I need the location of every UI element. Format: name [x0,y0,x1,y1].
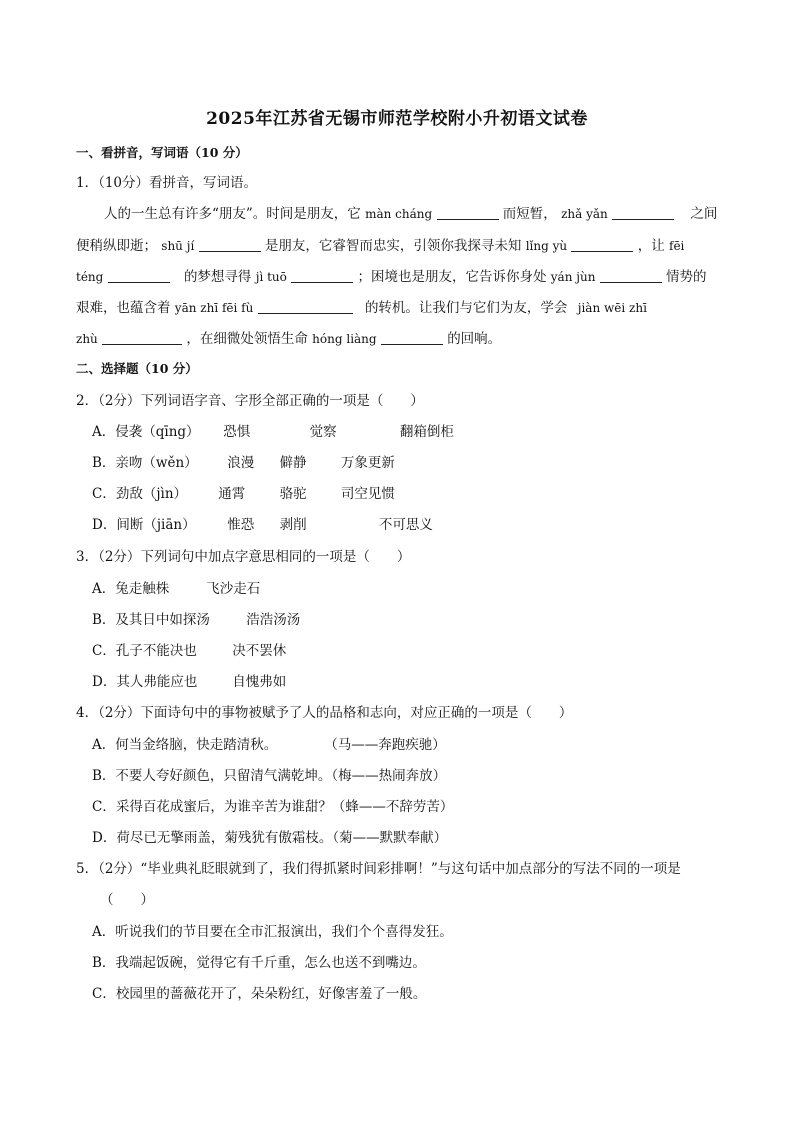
passage-text: 的回响。 [447,331,502,347]
passage-line-5 [76,329,501,349]
pinyin: fēi [669,239,685,253]
option-word: 惟恐 [227,517,255,533]
question-5-option-c[interactable]: C．校园里的蔷薇花开了，朵朵粉红，好像害羞了一般。 [92,986,427,1002]
question-4-option-c[interactable]: C．采得百花成蜜后，为谁辛苦为谁甜？（蜂——不辞劳苦） [92,799,454,815]
option-text: D．间断（jiān） [92,517,196,533]
answer-blank[interactable] [381,330,443,345]
question-3-option-c[interactable] [92,641,286,661]
pinyin: yān zhī fēi fù [174,301,254,315]
question-4-option-d[interactable]: D．荷尽已无擎雨盖，菊残犹有傲霜枝。（菊——默默奉献） [92,830,448,846]
passage-text: 情势的 [666,269,707,285]
option-word: 自愧弗如 [232,674,287,690]
passage-text: 的转机。让我们与它们为友，学会 [364,300,568,316]
question-2-option-d[interactable] [92,515,433,535]
option-text: A．何当金络脑，快走踏清秋。 [92,737,278,753]
option-word: 觉察 [309,424,337,440]
option-word: 司空见惯 [340,486,395,502]
passage-text: 的梦想寻得 [183,269,252,285]
option-note: （马——奔跑疾驰） [324,737,446,753]
question-2-option-c[interactable] [92,484,395,504]
answer-blank[interactable] [612,205,674,220]
passage-line-1 [104,204,717,224]
pinyin: jiàn wēi zhī [577,301,647,315]
exam-title: 2025年江苏省无锡市师范学校附小升初语文试卷 [206,109,588,129]
question-2-option-b[interactable] [92,453,395,473]
passage-line-4 [76,298,647,318]
option-word: 翻箱倒柜 [399,424,454,440]
question-3-stem: 3．（2分）下列词句中加点字意思相同的一项是（ ） [76,549,411,565]
pinyin: jì tuō [255,270,287,284]
question-4-option-b[interactable]: B．不要人夸好颜色，只留清气满乾坤。（梅——热闹奔放） [92,768,447,784]
option-text: D．其人弗能应也 [92,674,198,690]
question-4-stem: 4．（2分）下面诗句中的事物被赋予了人的品格和志向，对应正确的一项是（ ） [76,705,573,721]
passage-text: 而短暂， [502,206,557,222]
question-4-option-a[interactable] [92,735,446,755]
question-2-option-a[interactable] [92,422,454,442]
option-text: C．孔子不能决也 [92,643,197,659]
passage-text: 便稍纵即逝； [76,238,157,254]
question-5-stem: 5．（2分）“毕业典礼眨眼就到了，我们得抓紧时间彩排啊！”与这句话中加点部分的写法不同的一项是 [76,861,681,877]
option-word: 剥削 [279,517,307,533]
answer-blank[interactable] [108,268,170,283]
passage-text: ；困境也是朋友，它告诉你身处 [357,269,547,285]
option-text: A．兔走触株 [92,581,170,597]
section-heading-2: 二、选择题（10 分） [76,361,198,376]
option-word: 万象更新 [340,455,395,471]
passage-text: ，在细微处领悟生命 [186,331,308,347]
passage-text: 之间 [690,206,718,222]
question-5-paren: （ ） [100,892,154,908]
question-5-option-b[interactable]: B．我端起饭碗，觉得它有千斤重，怎么也送不到嘴边。 [92,955,426,971]
pinyin: màn cháng [365,207,433,221]
option-word: 通霄 [218,486,246,502]
option-word: 不可思义 [378,517,433,533]
option-text: C．劲敌（jìn） [92,486,188,502]
pinyin: hóng liàng [312,332,377,346]
option-word: 浩浩汤汤 [246,612,301,628]
question-3-option-a[interactable] [92,579,260,599]
pinyin: zhǎ yǎn [561,207,608,221]
pinyin: lǐng yù [525,239,568,253]
passage-text: ，让 [637,238,665,254]
question-3-option-d[interactable] [92,672,286,692]
pinyin: shū jí [161,239,195,253]
option-word: 决不罢休 [232,643,287,659]
question-1-stem: 1．（10分）看拼音，写词语。 [76,175,258,191]
option-text: B．及其日中如探汤 [92,612,210,628]
answer-blank[interactable] [258,299,353,314]
section-heading-1: 一、看拼音，写词语（10 分） [76,145,248,160]
option-word: 僻静 [279,455,307,471]
question-3-option-b[interactable] [92,610,300,630]
pinyin: yán jùn [550,270,596,284]
pinyin: zhù [76,332,98,346]
option-word: 骆驼 [279,486,307,502]
question-5-option-a[interactable]: A．听说我们的节目要在全市汇报演出，我们个个喜得发狂。 [92,924,453,940]
passage-text: 艰难，也蕴含着 [76,300,171,316]
passage-text: 人的一生总有许多“朋友”。时间是朋友，它 [104,206,361,222]
answer-blank[interactable] [102,330,182,345]
answer-blank[interactable] [437,205,499,220]
pinyin: téng [76,270,104,284]
answer-blank[interactable] [600,268,662,283]
question-2-stem: 2．（2分）下列词语字音、字形全部正确的一项是（ ） [76,393,424,409]
option-text: A．侵袭（qīng） [92,424,200,440]
option-word: 浪漫 [227,455,255,471]
option-word: 飞沙走石 [206,581,261,597]
passage-text: 是朋友，它睿智而忠实，引领你我探寻未知 [264,238,522,254]
passage-line-3 [76,267,707,287]
answer-blank[interactable] [199,237,261,252]
answer-blank[interactable] [571,237,633,252]
option-word: 恐惧 [223,424,251,440]
passage-line-2 [76,236,684,256]
option-text: B．亲吻（wěn） [92,455,198,471]
answer-blank[interactable] [291,268,353,283]
